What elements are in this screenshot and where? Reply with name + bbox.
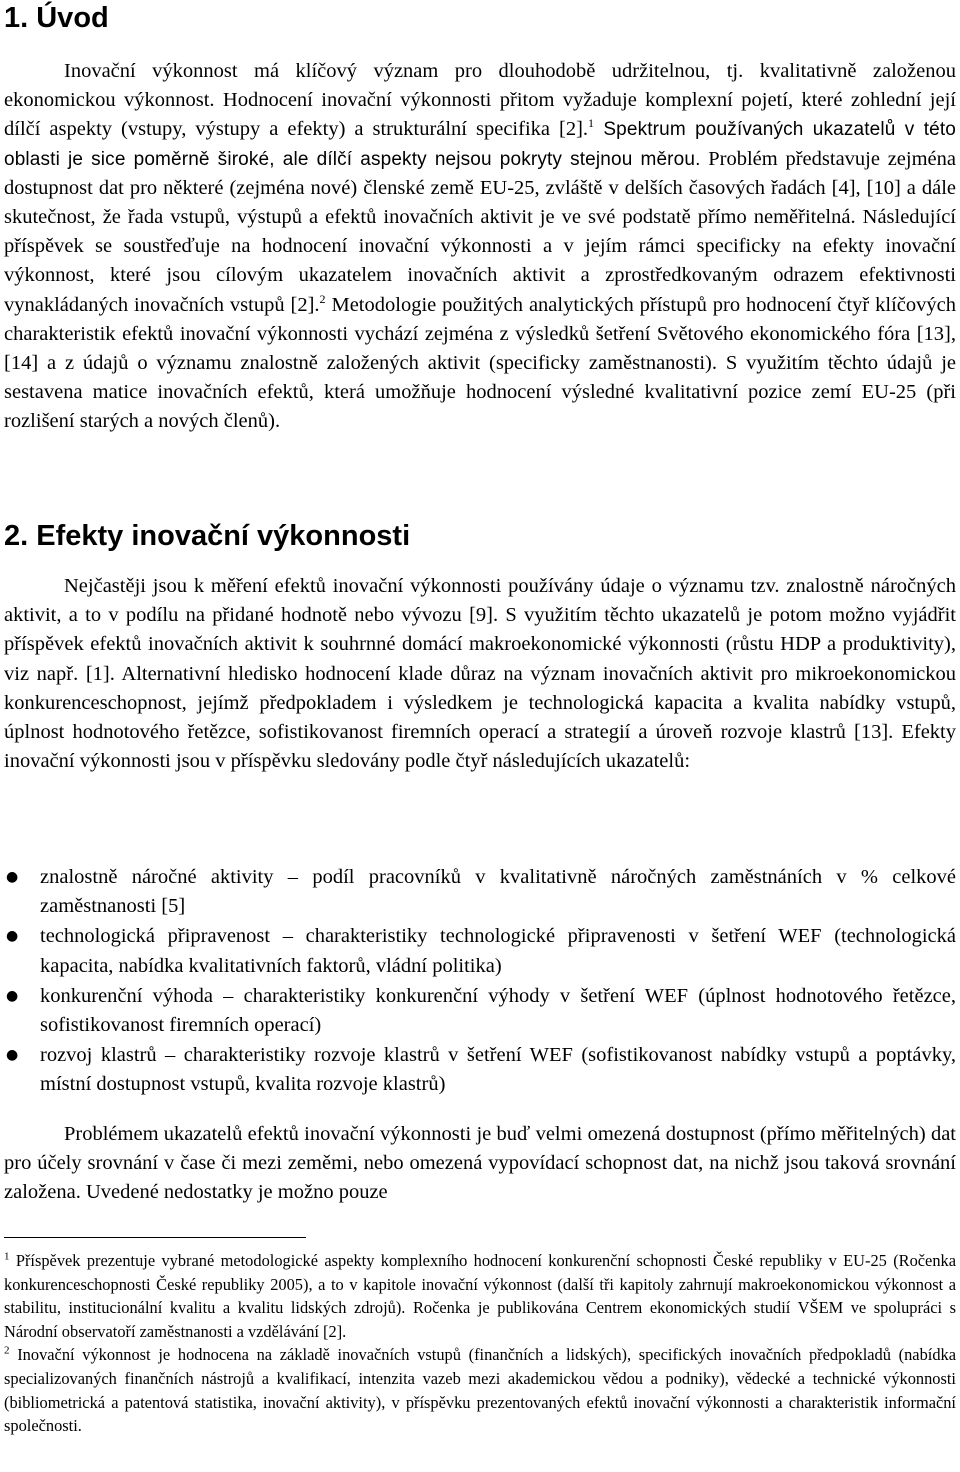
- list-item-text: konkurenční výhoda – charakteristiky konkurenční výhody v šetření WEF (úplnost hodnotového řetězce, sofistikovanost firemních operací): [40, 984, 956, 1037]
- footnote-ref-2[interactable]: 2: [319, 291, 326, 306]
- innovation-effects-paragraph: Nejčastěji jsou k měření efektů inovační výkonnosti používány údaje o významu tzv. znalostně náročných aktivit, a to v podílu na přidané hodnotě nebo vývozu [9]. S využitím těchto ukazatelů je potom možno vyjádřit příspěvek efektů inovačních aktivit k souhrnné domácí makroekonomické výkonnosti (růstu HDP a produktivity), viz např. [1]. Alternativní hledisko hodnocení klade důraz na význam inovačních aktivit pro mikroekonomickou konkurenceschopnost, jejímž předpokladem i výsledkem je technologická kapacita a kvalita nabídky vstupů, úplnost hodnotového řetězce, sofistikovanost firemních operací a strategií a úroveň rozvoje klastrů [13]. Efekty inovační výkonnosti jsou v příspěvku sledovány podle čtyř následujících ukazatelů:: [4, 575, 956, 773]
- list-item-text: znalostně náročné aktivity – podíl pracovníků v kvalitativně náročných zaměstnáních v % celkové zaměstnanosti [5]: [40, 866, 956, 918]
- list-item-text: rozvoj klastrů – charakteristiky rozvoje klastrů v šetření WEF (sofistikovanost nabídky vstupů a poptávky, místní dostupnost vstupů, kvalita rozvoje klastrů): [40, 1044, 956, 1096]
- footnote-text: Příspěvek prezentuje vybrané metodologické aspekty komplexního hodnocení konkurenční schopnosti České republiky v EU-25 (Ročenka konkurenceschopnosti České republiky 2005), a to v kapitole inovační výkonnost (další tři kapitoly zahrnují makroekonomickou výkonnost a stabilitu, institucionální kvalitu a kvalitu lidských zdrojů). Ročenka je publikována Centrem ekonomických studií VŠEM ve spolupráci s Národní observatoří zaměstnanosti a vzdělávání [2].: [4, 1251, 956, 1341]
- indicator-list: [4, 863, 956, 1101]
- footnotes: [4, 1249, 956, 1438]
- intro-text-c: Problém představuje zejména dostupnost dat pro některé (zejména nové) členské země EU-25, zvláště v delších časových řadách [4], [10] a dále skutečnost, že řada vstupů, výstupů a efektů inovačních aktivit je ve své podstatě přímo neměřitelná. Následující příspěvek se soustřeďuje na hodnocení inovační výkonnosti a v jejím rámci specificky na efekty inovační výkonnost, které jsou cílovým ukazatelem inovačních aktivit a zprostředkovaným odrazem efektivnosti vynakládaných inovačních vstupů [2].: [4, 147, 956, 316]
- footnote-text: Inovační výkonnost je hodnocena na základě inovačních vstupů (finančních a lidských), specifických inovačních předpokladů (nabídka specializovaných finančních nástrojů a kvalifikací, intenzita vazeb mezi akademickou vědou a podniky), vědecké a technické výkonnosti (bibliometrická a patentová statistika, inovační aktivity), v příspěvku prezentovaných efektů inovační výkonnosti a charakteristik informační společnosti.: [4, 1345, 956, 1436]
- introduction-paragraph: [4, 57, 956, 437]
- list-item: [4, 922, 956, 980]
- footnote-divider: [4, 1237, 306, 1238]
- intro-text-d: Metodologie použitých analytických přístupů pro hodnocení čtyř klíčových charakteristik efektů inovační výkonnosti vychází zejména z výsledků šetření Světového ekonomického fóra [13], [14] a z údajů o významu znalostně založených aktivit (specificky zaměstnanosti). S využitím těchto údajů je sestavena matice inovačních efektů, která umožňuje hodnocení výsledné kvalitativní pozice zemí EU-25 (při rozlišení starých a nových členů).: [4, 293, 956, 433]
- footnote-2: [4, 1343, 956, 1437]
- bullet-icon: ●: [6, 987, 19, 1004]
- section-heading-introduction: 1. Úvod: [4, 2, 109, 34]
- bullet-icon: ●: [6, 869, 19, 885]
- intro-text-a: Inovační výkonnost má klíčový význam pro dlouhodobě udržitelnou, tj. kvalitativně založenou ekonomickou výkonnost. Hodnocení inovační výkonnosti přitom vyžaduje komplexní pojetí, které zohlední její dílčí aspekty (vstupy, výstupy a efekty) a strukturální specifika [2].: [4, 60, 956, 141]
- footnote-1: [4, 1249, 956, 1343]
- bullet-icon: ●: [6, 928, 19, 945]
- bullet-icon: ●: [6, 1047, 19, 1064]
- footnote-ref-1[interactable]: 1: [588, 116, 595, 131]
- section-heading-innovation-effects: 2. Efekty inovační výkonnosti: [4, 520, 411, 552]
- intro-text-b: Spektrum používaných ukazatelů v této oblasti je sice poměrně široké, ale dílčí aspekty nejsou pokryty stejnou měrou.: [4, 119, 956, 170]
- list-item: [4, 1041, 956, 1099]
- list-item-text: technologická připravenost – charakteristiky technologické připravenosti v šetření WEF (technologická kapacita, nabídka kvalitativních faktorů, vládní politika): [40, 925, 956, 977]
- list-item: [4, 863, 956, 921]
- footnote-number: 1: [4, 1250, 10, 1263]
- list-item: [4, 982, 956, 1040]
- footnote-number: 2: [4, 1344, 10, 1357]
- closing-paragraph: Problémem ukazatelů efektů inovační výkonnosti je buď velmi omezená dostupnost (přímo měřitelných) dat pro účely srovnání v čase či mezi zeměmi, nebo omezená vypovídací schopnost dat, na nichž jsou taková srovnání založena. Uvedené nedostatky je možno pouze: [4, 1123, 956, 1204]
